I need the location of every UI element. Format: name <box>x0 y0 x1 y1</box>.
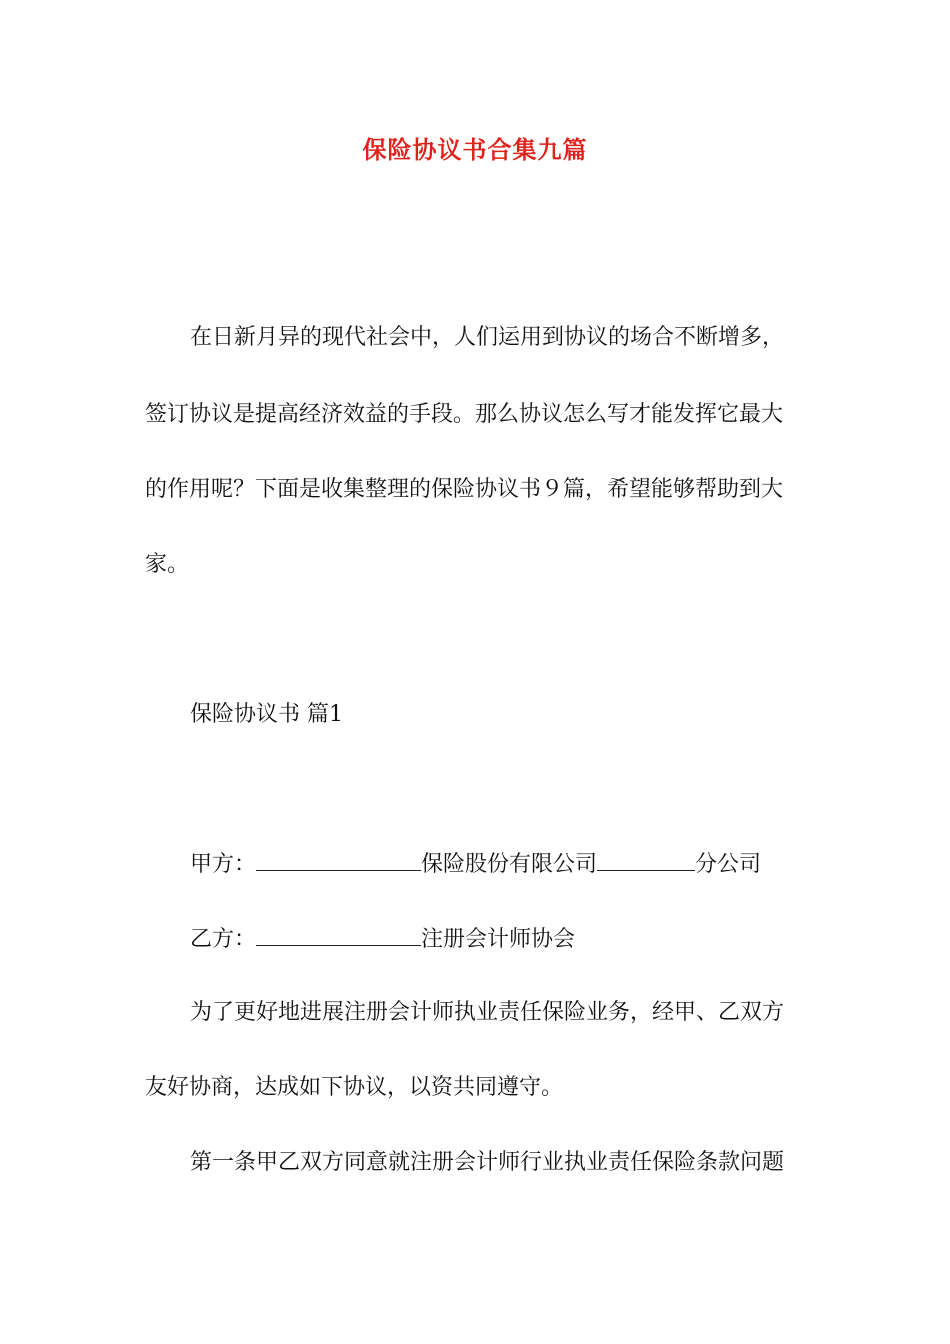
party-b-suffix: 注册会计师协会 <box>421 927 576 952</box>
section-heading: 保险协议书 篇1 <box>190 702 343 727</box>
party-a-suffix: 分公司 <box>695 852 762 877</box>
party-b-blank <box>256 923 421 946</box>
intro-line-2: 签订协议是提高经济效益的手段。那么协议怎么写才能发挥它最大 <box>145 402 784 427</box>
party-a-line <box>190 848 860 880</box>
intro-line-4: 家。 <box>145 552 190 577</box>
para1-line-1: 为了更好地进展注册会计师执业责任保险业务，经甲、乙双方 <box>190 1000 785 1025</box>
party-a-label: 甲方： <box>190 852 257 877</box>
party-b-line <box>190 923 860 955</box>
article1-line-1: 第一条甲乙双方同意就注册会计师行业执业责任保险条款问题 <box>190 1150 785 1175</box>
party-a-blank-1 <box>256 848 421 871</box>
document-title: 保险协议书合集九篇 <box>362 135 588 164</box>
party-a-blank-2 <box>597 848 695 871</box>
party-b-label: 乙方： <box>190 927 257 952</box>
intro-line-1: 在日新月异的现代社会中，人们运用到协议的场合不断增多， <box>190 325 785 350</box>
intro-line-3: 的作用呢？下面是收集整理的保险协议书９篇，希望能够帮助到大 <box>145 477 784 502</box>
party-a-middle: 保险股份有限公司 <box>421 852 598 877</box>
para1-line-2: 友好协商，达成如下协议，以资共同遵守。 <box>145 1075 564 1100</box>
